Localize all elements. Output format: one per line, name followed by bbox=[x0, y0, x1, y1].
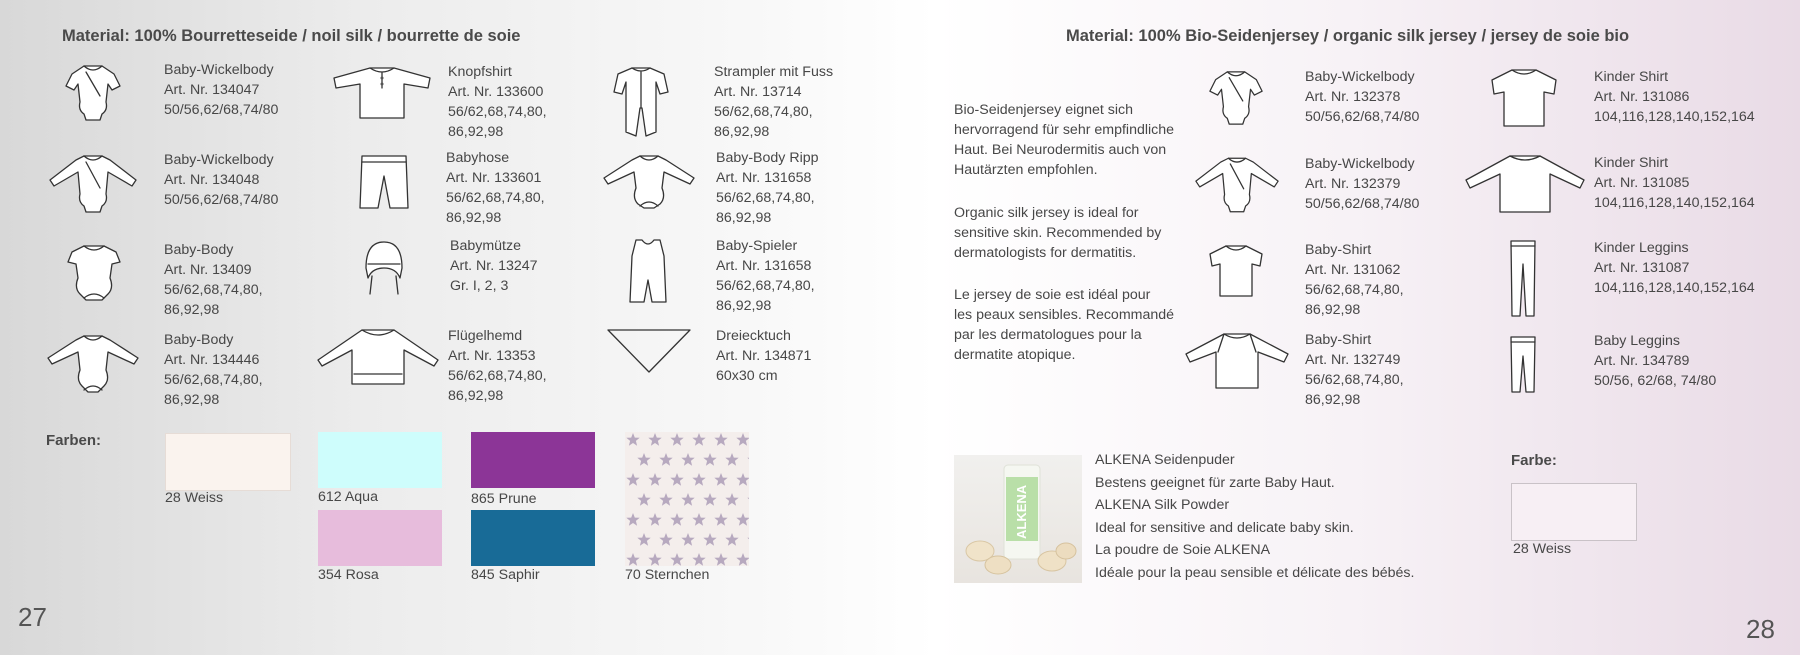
star-icon bbox=[714, 513, 727, 526]
color-swatch-stars bbox=[625, 432, 749, 566]
star-icon bbox=[692, 433, 705, 446]
color-swatch-weiss bbox=[165, 433, 291, 491]
star-icon bbox=[637, 533, 650, 546]
product-sizes: 86,92,98 bbox=[714, 124, 770, 140]
product-item bbox=[446, 148, 545, 228]
product-line: Bestens geeignet für zarte Baby Haut. bbox=[1095, 474, 1335, 491]
star-icon bbox=[725, 493, 738, 506]
article-number: Art. Nr. 131087 bbox=[1594, 260, 1690, 276]
product-line: ALKENA Silk Powder bbox=[1095, 497, 1230, 513]
star-icon bbox=[648, 513, 661, 526]
product-sizes: 86,92,98 bbox=[716, 298, 772, 314]
product-sizes: Gr. I, 2, 3 bbox=[450, 278, 509, 294]
product-item bbox=[716, 236, 815, 316]
product-item bbox=[1305, 67, 1419, 127]
triangle-scarf-icon bbox=[606, 328, 692, 374]
product-item bbox=[1594, 153, 1755, 213]
star-icon bbox=[659, 453, 672, 466]
product-sizes: 86,92,98 bbox=[716, 210, 772, 226]
product-item bbox=[448, 62, 547, 142]
star-icon bbox=[637, 453, 650, 466]
article-number: Art. Nr. 132378 bbox=[1305, 89, 1401, 105]
star-icon bbox=[714, 553, 727, 566]
product-sizes: 86,92,98 bbox=[164, 302, 220, 318]
star-icon bbox=[670, 513, 683, 526]
star-icon bbox=[681, 453, 694, 466]
product-item bbox=[714, 62, 833, 142]
product-item bbox=[1305, 330, 1404, 410]
star-icon bbox=[659, 533, 672, 546]
product-line: La poudre de Soie ALKENA bbox=[1095, 542, 1271, 558]
swatch-label: 865 Prune bbox=[471, 491, 537, 507]
baby-leggings-icon bbox=[1508, 334, 1538, 396]
product-item bbox=[1305, 154, 1419, 214]
product-name: Baby-Body Ripp bbox=[716, 150, 819, 166]
star-icon bbox=[681, 533, 694, 546]
article-number: Art. Nr. 134048 bbox=[164, 172, 260, 188]
color-swatch-weiss bbox=[1511, 483, 1637, 541]
star-icon bbox=[747, 533, 749, 546]
product-sizes: 56/62,68,74,80, bbox=[448, 368, 547, 384]
star-icon bbox=[626, 433, 639, 446]
bodysuit-short-sleeve-icon bbox=[66, 242, 122, 302]
baby-tshirt-icon bbox=[1206, 242, 1266, 300]
star-icon bbox=[637, 493, 650, 506]
article-number: Art. Nr. 134789 bbox=[1594, 353, 1690, 369]
product-name: Strampler mit Fuss bbox=[714, 64, 834, 80]
product-name: Baby-Shirt bbox=[1305, 242, 1372, 258]
star-icon bbox=[703, 493, 716, 506]
product-line: Ideal for sensitive and delicate baby skin. bbox=[1095, 519, 1354, 536]
button-shirt-icon bbox=[330, 64, 434, 120]
colors-label: Farben: bbox=[46, 432, 102, 449]
star-icon bbox=[714, 433, 727, 446]
article-number: Art. Nr. 131658 bbox=[716, 170, 812, 186]
product-name: Baby-Body bbox=[164, 332, 234, 348]
product-sizes: 56/62,68,74,80, bbox=[164, 372, 263, 388]
product-item bbox=[1305, 240, 1404, 320]
product-item bbox=[164, 150, 278, 210]
wrap-bodysuit-short-sleeve-icon bbox=[62, 62, 124, 124]
swatch-label: 845 Saphir bbox=[471, 567, 540, 583]
product-item bbox=[164, 240, 263, 320]
product-item bbox=[164, 330, 263, 410]
product-item bbox=[716, 148, 819, 228]
product-name: Flügelhemd bbox=[448, 328, 523, 344]
product-sizes: 104,116,128,140,152,164 bbox=[1594, 109, 1755, 125]
product-sizes: 56/62,68,74,80, bbox=[448, 104, 547, 120]
article-number: Art. Nr. 132379 bbox=[1305, 176, 1401, 192]
star-icon bbox=[670, 473, 683, 486]
ribbed-bodysuit-icon bbox=[602, 152, 696, 210]
color-swatch-prune bbox=[471, 432, 595, 488]
product-name: Baby-Wickelbody bbox=[1305, 156, 1415, 172]
product-name: Knopfshirt bbox=[448, 64, 512, 80]
product-name: Dreiecktuch bbox=[716, 328, 791, 344]
product-sizes: 104,116,128,140,152,164 bbox=[1594, 195, 1755, 211]
star-icon bbox=[670, 553, 683, 566]
product-name: Baby-Wickelbody bbox=[1305, 69, 1415, 85]
article-number: Art. Nr. 132749 bbox=[1305, 352, 1401, 368]
product-sizes: 56/62,68,74,80, bbox=[164, 282, 263, 298]
star-icon bbox=[692, 473, 705, 486]
product-description bbox=[1095, 449, 1414, 584]
article-number: Art. Nr. 133600 bbox=[448, 84, 544, 100]
color-swatch-saphir bbox=[471, 510, 595, 566]
product-item bbox=[1594, 238, 1755, 298]
description-fr: Le jersey de soie est idéal pour les peaux sensibles. Recommandé par les dermatologues pour la dermatite atopique. bbox=[954, 287, 1175, 363]
swatch-label: 28 Weiss bbox=[165, 490, 224, 506]
article-number: Art. Nr. 131085 bbox=[1594, 175, 1690, 191]
star-icon bbox=[659, 493, 672, 506]
product-sizes: 104,116,128,140,152,164 bbox=[1594, 280, 1755, 296]
star-icon bbox=[703, 453, 716, 466]
bodysuit-long-sleeve-icon bbox=[46, 332, 140, 394]
color-label: Farbe: bbox=[1511, 452, 1557, 469]
wrap-bodysuit-long-sleeve-icon bbox=[1194, 154, 1280, 216]
product-sizes: 86,92,98 bbox=[1305, 392, 1361, 408]
star-icon bbox=[692, 513, 705, 526]
product-line: ALKENA Seidenpuder bbox=[1095, 452, 1235, 468]
star-icon bbox=[681, 493, 694, 506]
star-icon bbox=[736, 513, 749, 526]
romper-with-feet-icon bbox=[612, 64, 670, 140]
article-number: Art. Nr. 13409 bbox=[164, 262, 252, 278]
star-icon bbox=[626, 513, 639, 526]
product-item bbox=[448, 326, 547, 406]
page-number: 27 bbox=[18, 602, 47, 632]
baby-pants-icon bbox=[356, 152, 412, 212]
baby-raglan-shirt-icon bbox=[1182, 330, 1292, 390]
product-name: Kinder Shirt bbox=[1594, 155, 1669, 171]
product-name: Baby-Wickelbody bbox=[164, 62, 274, 78]
right-material-heading: Material: 100% Bio-Seidenjersey / organic silk jersey / jersey de soie bio bbox=[1066, 27, 1630, 45]
product-sizes: 86,92,98 bbox=[164, 392, 220, 408]
product-sizes: 86,92,98 bbox=[446, 210, 502, 226]
article-number: Art. Nr. 13353 bbox=[448, 348, 536, 364]
article-number: Art. Nr. 134047 bbox=[164, 82, 260, 98]
color-swatch-rosa bbox=[318, 510, 442, 566]
product-line: Idéale pour la peau sensible et délicate des bébés. bbox=[1095, 564, 1415, 581]
product-sizes: 50/56,62/68,74/80 bbox=[1305, 196, 1420, 212]
star-icon bbox=[670, 433, 683, 446]
product-sizes: 56/62,68,74,80, bbox=[446, 190, 545, 206]
baby-hat-icon bbox=[362, 238, 406, 298]
product-name: Kinder Shirt bbox=[1594, 69, 1669, 85]
kids-tshirt-icon bbox=[1488, 66, 1560, 130]
product-sizes: 60x30 cm bbox=[716, 368, 778, 384]
product-name: Babyhose bbox=[446, 150, 510, 166]
star-icon bbox=[747, 453, 749, 466]
product-sizes: 56/62,68,74,80, bbox=[714, 104, 813, 120]
product-name: Kinder Leggins bbox=[1594, 240, 1689, 256]
star-icon bbox=[725, 533, 738, 546]
product-name: Baby-Shirt bbox=[1305, 332, 1372, 348]
star-icon bbox=[626, 473, 639, 486]
product-name: Baby-Wickelbody bbox=[164, 152, 274, 168]
wing-shirt-icon bbox=[314, 326, 442, 386]
product-item bbox=[1594, 67, 1755, 127]
product-item bbox=[450, 236, 538, 296]
left-material-heading: Material: 100% Bourretteseide / noil silk / bourrette de soie bbox=[62, 27, 521, 45]
product-item bbox=[716, 326, 811, 386]
product-name: Baby-Spieler bbox=[716, 238, 798, 254]
star-icon bbox=[648, 473, 661, 486]
description-de: Bio-Seidenjersey eignet sich hervorragend für sehr empfindliche Haut. Bei Neurodermitis auch von Hautärzten empfohlen. bbox=[954, 102, 1175, 178]
product-sizes: 50/56, 62/68, 74/80 bbox=[1594, 373, 1717, 389]
article-number: Art. Nr. 13247 bbox=[450, 258, 538, 274]
product-name: Babymütze bbox=[450, 238, 521, 254]
star-icon bbox=[648, 553, 661, 566]
color-swatch-aqua bbox=[318, 432, 442, 488]
product-sizes: 56/62,68,74,80, bbox=[716, 278, 815, 294]
product-sizes: 50/56,62/68,74/80 bbox=[164, 192, 279, 208]
product-sizes: 50/56,62/68,74/80 bbox=[1305, 109, 1420, 125]
product-item bbox=[1594, 331, 1716, 391]
product-sizes: 50/56,62/68,74/80 bbox=[164, 102, 279, 118]
article-number: Art. Nr. 131658 bbox=[716, 258, 812, 274]
product-sizes: 56/62,68,74,80, bbox=[1305, 372, 1404, 388]
kids-longsleeve-icon bbox=[1462, 152, 1588, 216]
swatch-label: 354 Rosa bbox=[318, 567, 379, 583]
sleeveless-romper-icon bbox=[626, 236, 670, 306]
star-icon bbox=[736, 473, 749, 486]
star-icon bbox=[736, 433, 749, 446]
article-number: Art. Nr. 133601 bbox=[446, 170, 542, 186]
product-sizes: 86,92,98 bbox=[448, 388, 504, 404]
article-number: Art. Nr. 131086 bbox=[1594, 89, 1690, 105]
star-icon bbox=[747, 493, 749, 506]
swatch-label: 612 Aqua bbox=[318, 489, 378, 505]
star-icon bbox=[714, 473, 727, 486]
article-number: Art. Nr. 134446 bbox=[164, 352, 260, 368]
wrap-bodysuit-long-sleeve-icon bbox=[48, 152, 138, 216]
product-sizes: 56/62,68,74,80, bbox=[1305, 282, 1404, 298]
swatch-label: 28 Weiss bbox=[1513, 541, 1572, 557]
product-name: Baby-Body bbox=[164, 242, 234, 258]
star-icon bbox=[725, 453, 738, 466]
stars-pattern-icon bbox=[625, 432, 749, 566]
page-number: 28 bbox=[1746, 614, 1775, 644]
star-icon bbox=[703, 533, 716, 546]
product-name: Baby Leggins bbox=[1594, 333, 1680, 349]
article-number: Art. Nr. 13714 bbox=[714, 84, 802, 100]
product-brand-text: ALKENA bbox=[1014, 484, 1029, 539]
star-icon bbox=[736, 553, 749, 566]
description-en: Organic silk jersey is ideal for sensitive skin. Recommended by dermatologists for dermatitis. bbox=[954, 205, 1162, 261]
star-icon bbox=[692, 553, 705, 566]
product-sizes: 56/62,68,74,80, bbox=[716, 190, 815, 206]
star-icon bbox=[626, 553, 639, 566]
kids-leggings-icon bbox=[1508, 238, 1538, 320]
wrap-bodysuit-short-sleeve-icon bbox=[1206, 68, 1266, 128]
product-item bbox=[164, 60, 278, 120]
article-number: Art. Nr. 134871 bbox=[716, 348, 812, 364]
product-sizes: 86,92,98 bbox=[1305, 302, 1361, 318]
silk-powder-product-photo bbox=[954, 455, 1082, 583]
article-number: Art. Nr. 131062 bbox=[1305, 262, 1401, 278]
swatch-label: 70 Sternchen bbox=[625, 567, 710, 583]
star-icon bbox=[648, 433, 661, 446]
product-sizes: 86,92,98 bbox=[448, 124, 504, 140]
